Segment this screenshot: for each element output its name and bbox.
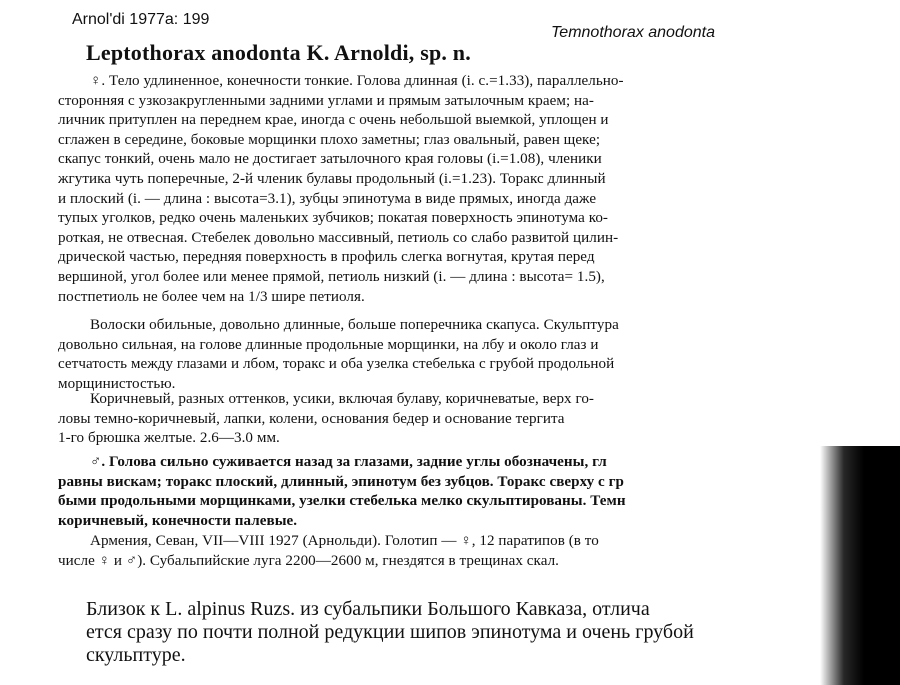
text-line: роткая, не отвесная. Стебелек довольно массивный, петиоль со слабо развитой цилин- — [58, 229, 619, 246]
text-line: ♂. Голова сильно суживается назад за глазами, задние углы обозначены, гл — [90, 454, 607, 470]
text-line: сетчатость между глазами и лбом, торакс и оба узелка стебелька с грубой продольной — [58, 356, 615, 373]
color-paragraph — [58, 390, 860, 449]
text-line: тупых уголков, редко очень маленьких зубчиков; покатая поверхность эпинотума ко- — [58, 210, 608, 227]
citation-label: Arnol'di 1977a: 199 — [72, 11, 210, 28]
female-description-paragraph — [58, 72, 860, 307]
text-line: числе ♀ и ♂). Субальпийские луга 2200—2600 м, гнездятся в трещинах скал. — [58, 552, 559, 569]
text-line: личник притуплен на переднем крае, иногда с очень небольшой выемкой, уплощен и — [58, 112, 609, 129]
text-line: морщинистостью. — [58, 375, 176, 392]
locality-paragraph — [58, 532, 860, 571]
text-line: скапус тонкий, очень мало не достигает затылочного края головы (i.=1.08), членики — [58, 151, 602, 168]
hairs-paragraph — [58, 316, 860, 394]
text-line: постпетиоль не более чем на 1/3 шире петиоля. — [58, 288, 365, 305]
text-line: скульптуре. — [86, 644, 186, 666]
text-line: ется сразу по почти полной редукции шипов эпинотума и очень грубой — [86, 621, 694, 643]
page-title: Leptothorax anodonta K. Arnoldi, sp. n. — [86, 40, 471, 65]
text-line: Коричневый, разных оттенков, усики, включая булаву, коричневатые, верх го- — [90, 391, 595, 407]
text-line: ♀. Тело удлиненное, конечности тонкие. Голова длинная (i. c.=1.33), параллельно- — [90, 73, 624, 89]
text-line: и плоский (i. — длина : высота=3.1), зубцы эпинотума в виде прямых, иногда даже — [58, 190, 597, 207]
text-line: Волоски обильные, довольно длинные, больше поперечника скапуса. Скульптура — [90, 317, 619, 333]
text-line: быми продольными морщинками, узелки стебелька мелко скульптированы. Темн — [58, 493, 626, 510]
text-line: дрической частью, передняя поверхность в профиль слегка вогнутая, крутая перед — [58, 249, 595, 266]
text-line: равны вискам; торакс плоский, длинный, эпинотум без зубцов. Торакс сверху с гр — [58, 473, 624, 490]
species-note: Temnothorax anodonta — [551, 24, 715, 41]
text-line: вершиной, угол более или менее прямой, петиоль низкий (i. — длина : высота= 1.5), — [58, 268, 605, 285]
text-line: сторонняя с узкозакругленными задними углами и прямым затылочным краем; на- — [58, 92, 595, 109]
text-line: 1-го брюшка желтые. 2.6—3.0 мм. — [58, 430, 280, 447]
male-description-paragraph — [58, 453, 848, 531]
text-line: Близок к L. alpinus Ruzs. из субальпики Большого Кавказа, отлича — [86, 598, 650, 620]
text-line: ловы темно-коричневый, лапки, колени, основания бедер и основание тергита — [58, 410, 565, 427]
text-line: Армения, Севан, VII—VIII 1927 (Арнольди). Голотип — ♀, 12 паратипов (в то — [90, 533, 599, 549]
text-line: коричневый, конечности палевые. — [58, 512, 298, 529]
text-line: довольно сильная, на голове длинные продольные морщинки, на лбу и около глаз и — [58, 336, 599, 353]
comparison-paragraph — [86, 598, 866, 667]
text-line: жгутика чуть поперечные, 2-й членик булавы продольный (i.=1.23). Торакс длинный — [58, 170, 606, 187]
text-line: сглажен в середине, боковые морщинки плохо заметны; глаз овальный, равен щеке; — [58, 131, 601, 148]
